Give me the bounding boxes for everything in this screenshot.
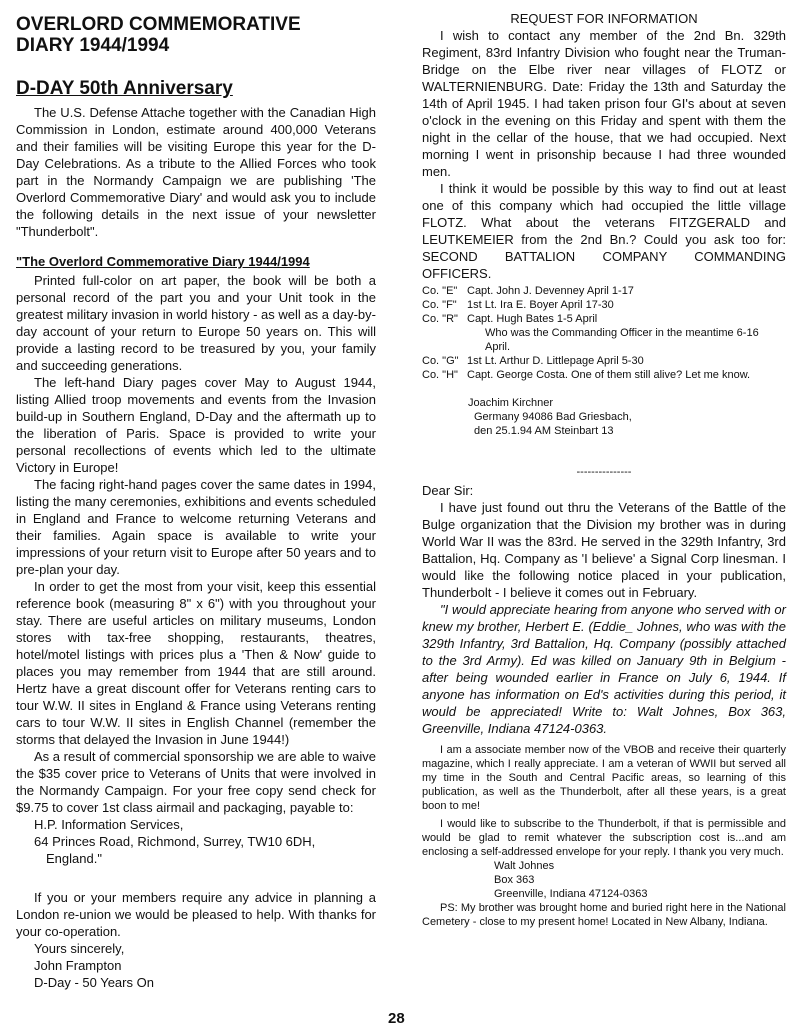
address-line-2: 64 Princes Road, Richmond, Surrey, TW10 6DH, bbox=[34, 834, 316, 849]
title-line-2: DIARY 1944/1994 bbox=[16, 35, 170, 56]
address-line-3: England." bbox=[46, 851, 102, 866]
diary-paragraph-5: As a result of commercial sponsorship we are able to waive the $35 cover price to Veterans of Units that were involved in the Normandy Campaign. For your free copy send check for $9.75 to cover 1st class airmail and packaging, payable to: bbox=[16, 749, 376, 815]
postscript-block bbox=[422, 901, 786, 929]
right-column bbox=[422, 0, 786, 929]
closing-block bbox=[16, 940, 376, 991]
page-title bbox=[16, 14, 376, 56]
signature-kirchner bbox=[468, 396, 786, 438]
list-item: Co. "H" Capt. George Costa. One of them still alive? Let me know. bbox=[422, 369, 751, 381]
request-title: REQUEST FOR INFORMATION bbox=[510, 11, 698, 26]
letter-notice: "I would appreciate hearing from anyone who served with or knew my brother, Herbert E. (Eddie_ Johnes, who was with the 329th Infantry, 3rd Battalion, Hq. Company (possibly attached to the 3rd Army). Ed was killed on January 9th in Belgium - after being wounded earlier in France on July 6, 1944. If anyone has information on Ed's activities during this period, it would be appreciated! Write to: Walt Johnes, Box 363, Greenville, Indiana 47124-0363. bbox=[422, 602, 786, 736]
address-line-1: H.P. Information Services, bbox=[34, 817, 184, 832]
list-item: Co. "F" 1st Lt. Ira E. Boyer April 17-30 bbox=[422, 299, 614, 311]
separator-line: --------------- bbox=[576, 466, 632, 478]
closing-name: John Frampton bbox=[34, 958, 122, 973]
list-item: Co. "E" Capt. John J. Devenney April 1-17 bbox=[422, 285, 634, 297]
intro-paragraph: The U.S. Defense Attache together with the Canadian High Commission in London, estimate around 400,000 Veterans and their families will be visiting Europe this year for the D-Day Celebrations. As a tribute to the Allied Forces who took part in the Normandy Campaign we are publishing 'The Overlord Commemorative Diary' and would ask you to include the following details in the next issue of your newsletter "Thunderbolt". bbox=[16, 105, 376, 239]
signature-date: den 25.1.94 AM Steinbart 13 bbox=[474, 425, 614, 437]
signature-city: Greenville, Indiana 47124-0363 bbox=[494, 888, 648, 900]
closing-salutation: Yours sincerely, bbox=[34, 941, 125, 956]
dday-heading: D-DAY 50th Anniversary bbox=[16, 78, 233, 99]
signature-johnes bbox=[494, 859, 786, 901]
list-item: Who was the Commanding Officer in the meantime 6-16 April. bbox=[485, 327, 759, 353]
diary-paragraph-3: The facing right-hand pages cover the same dates in 1994, listing the many ceremonies, exhibitions and events scheduled in England and France to welcome returning Veterans and their families. Again space is available to write your impressions of your return visit to Europe after 50 years and to pre-plan your day. bbox=[16, 477, 376, 577]
company-officer-list bbox=[422, 284, 786, 382]
diary-paragraph-2: The left-hand Diary pages cover May to August 1944, listing Allied troop movements and events from the Invasion build-up in Southern England, D-Day and the aftermath up to the liberation of Paris. Space is provided to write your personal recollections of events which led to the ultimate Victory in Europe! bbox=[16, 375, 376, 475]
letter-paragraph-1: I have just found out thru the Veterans of the Battle of the Bulge organization that the Division my brother was in during World War II was the 83rd. He served in the 329th Infantry, 3rd Battalion, Hq. Company as 'I believe' a Signal Corp linesman. I would like the following notice placed in your publication, Thunderbolt - I believe it comes out in February. bbox=[422, 500, 786, 600]
letter-paragraph-2: I am a associate member now of the VBOB and receive their quarterly magazine, which I really appreciate. I am a veteran of WWII but served all my time in the South and Central Pacific areas, so learning of this publication, as well as the Thunderbolt, after all these years, is a great boon to me! bbox=[422, 744, 786, 812]
signature-name: Joachim Kirchner bbox=[468, 397, 553, 409]
request-paragraph-1: I wish to contact any member of the 2nd Bn. 329th Regiment, 83rd Infantry Division who fought near the Truman-Bridge on the Elbe river near villages of FLOTZ or WALTERNIENBURG. Date: Friday the 13th and Saturday the 14th of April 1945. I had taken prison four GI's about at seven o'clock in the evening on this Friday and spent with them the night in the cellar of the house, that we had occupied. Next morning I went in prisonship because I had three wounded men. bbox=[422, 28, 786, 179]
letter-paragraph-3: I would like to subscribe to the Thunderbolt, if that is permissible and would be glad to remit whatever the subscription cost is...and am enclosing a self-addressed envelope for your reply. I thank you very much. bbox=[422, 818, 786, 858]
postscript: PS: My brother was brought home and buried right here in the National Cemetery - close to my present home! Located in New Albany, Indiana. bbox=[422, 902, 786, 928]
signature-box: Box 363 bbox=[494, 874, 535, 886]
salutation: Dear Sir: bbox=[422, 483, 474, 498]
signature-name: Walt Johnes bbox=[494, 860, 555, 872]
diary-paragraph-4: In order to get the most from your visit, keep this essential reference book (measuring 8" x 6") with you throughout your stay. There are useful articles on military museums, London stores with tax-free shopping, restaurants, theatres, hotel/motel listings with prices plus a 'Then & Now' guide to places you may remember from 1944 that are still around. Hertz have a great discount offer for Veterans renting cars to tour W.W. II sites in England & France using Veterans renting cars to tour W.W. II sites in English Channel (remember the storms that delayed the Invasion in June 1944!) bbox=[16, 579, 376, 747]
request-paragraph-2: I think it would be possible by this way to find out at least one of this company which had occupied the little village FLOTZ. What about the veterans FITZGERALD and LEUTKEMEIER from the 2nd Bn.? Could you ask too for: SECOND BATTALION COMPANY COMMANDING OFFICERS. bbox=[422, 181, 786, 281]
diary-paragraph-1: Printed full-color on art paper, the book will be both a personal record of the part you and your Unit took in the greatest military invasion in world history - as well as a day-by-day account of your return to Europe 50 years on. This will provide a lasting record to be treasured by you, your family and succeeding generations. bbox=[16, 273, 376, 373]
page-number: 28 bbox=[388, 1010, 405, 1027]
list-item: Co. "G" 1st Lt. Arthur D. Littlepage April 5-30 bbox=[422, 355, 644, 367]
title-line-1: OVERLORD COMMEMORATIVE bbox=[16, 14, 301, 35]
mailing-address bbox=[16, 816, 376, 867]
list-item: Co. "R" Capt. Hugh Bates 1-5 April bbox=[422, 313, 598, 325]
diary-subheading: "The Overlord Commemorative Diary 1944/1994 bbox=[16, 254, 310, 269]
signature-address: Germany 94086 Bad Griesbach, bbox=[474, 411, 632, 423]
left-column bbox=[16, 0, 376, 991]
advice-paragraph: If you or your members require any advice in planning a London re-union we would be pleased to help. With thanks for your co-operation. bbox=[16, 890, 376, 939]
closing-org: D-Day - 50 Years On bbox=[34, 975, 154, 990]
letter-small-text bbox=[422, 743, 786, 859]
